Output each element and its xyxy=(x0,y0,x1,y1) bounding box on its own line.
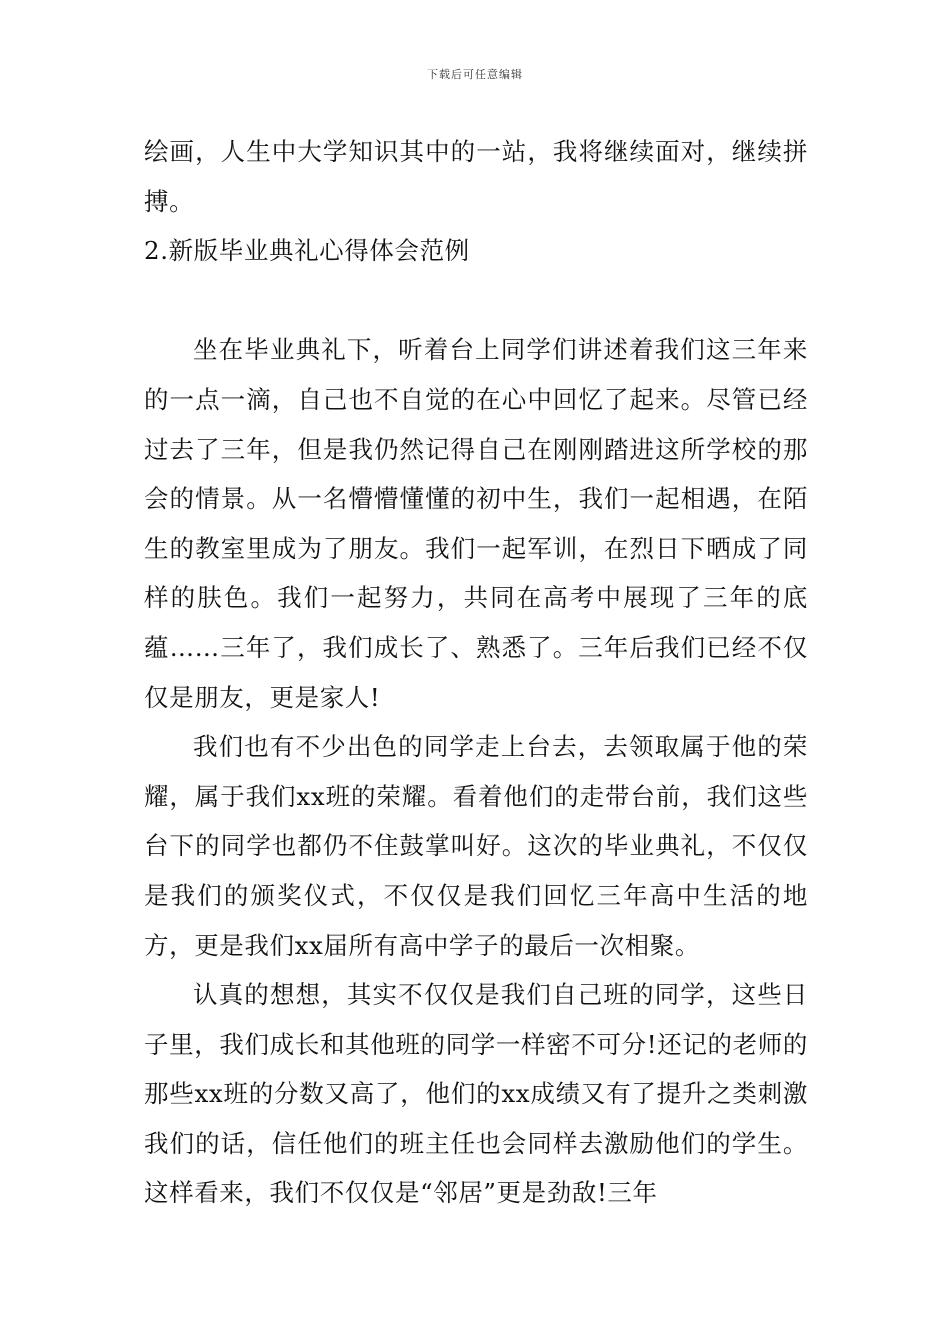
section-title: 2.新版毕业典礼心得体会范例 xyxy=(144,236,470,266)
page-header-note: 下载后可任意编辑 xyxy=(427,68,523,81)
blank-line xyxy=(144,276,808,326)
body-paragraph-1: 坐在毕业典礼下，听着台上同学们讲述着我们这三年来的一点一滴，自己也不自觉的在心中回忆了起来。尽管已经过去了三年，但是我仍然记得自己在刚刚踏进这所学校的那会的情景。从一名懵懵懂懂的初中生，我们一起相遇，在陌生的教室里成为了朋友。我们一起军训，在烈日下晒成了同样的肤色。我们一起努力，共同在高考中展现了三年的底蕴……三年了，我们成长了、熟悉了。三年后我们已经不仅仅是朋友，更是家人! xyxy=(144,335,808,712)
document-body xyxy=(144,127,808,1218)
continued-paragraph: 绘画，人生中大学知识其中的一站，我将继续面对，继续拼搏。 xyxy=(144,137,808,216)
body-paragraph-3: 认真的想想，其实不仅仅是我们自己班的同学，这些日子里，我们成长和其他班的同学一样密不可分!还记的老师的那些xx班的分数又高了，他们的xx成绩又有了提升之类刺激我们的话，信任他们的班主任也会同样去激励他们的学生。这样看来，我们不仅仅是“邻居”更是劲敌!三年 xyxy=(144,980,808,1208)
body-paragraph-2: 我们也有不少出色的同学走上台去，去领取属于他的荣耀，属于我们xx班的荣耀。看着他们的走带台前，我们这些台下的同学也都仍不住鼓掌叫好。这次的毕业典礼，不仅仅是我们的颁奖仪式，不仅仅是我们回忆三年高中生活的地方，更是我们xx届所有高中学子的最后一次相聚。 xyxy=(144,732,808,960)
